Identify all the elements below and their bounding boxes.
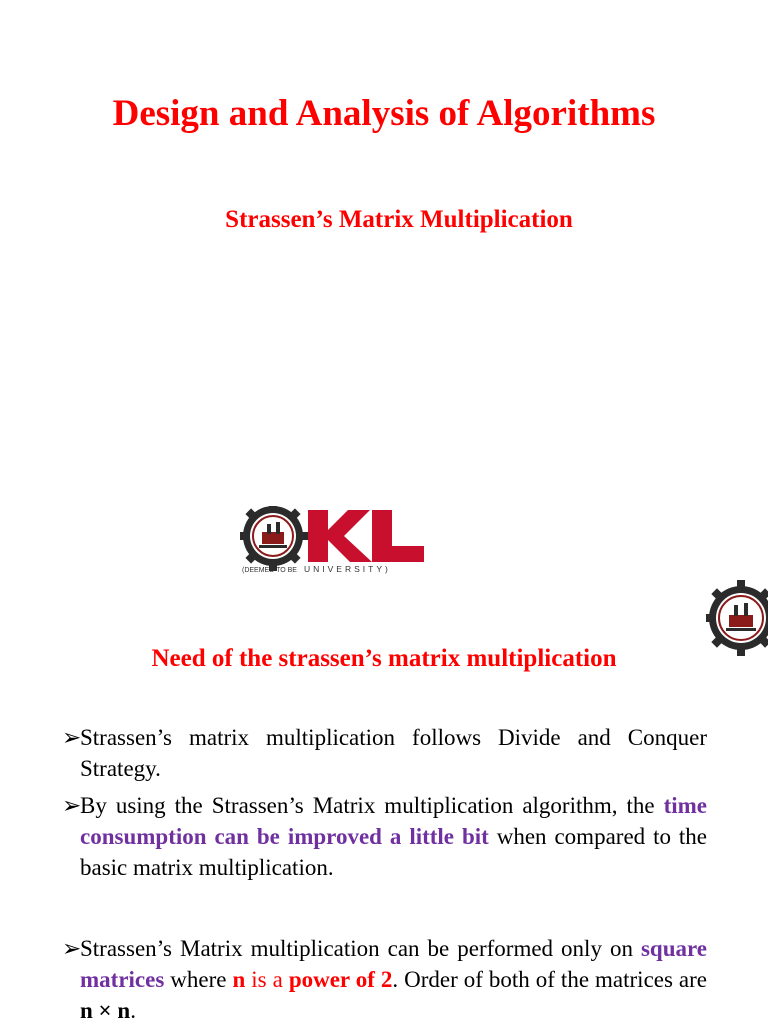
bullet-text: . Order of both of the matrices are — [392, 967, 708, 992]
logo-tagline-small: (DEEMED TO BE — [242, 567, 297, 574]
bullet-text: Strassen’s matrix multiplication follows Divide and Conquer Strategy. — [80, 725, 707, 781]
bullet-item — [62, 933, 707, 1026]
bullet-highlight: square matrices — [80, 936, 707, 992]
bullet-order: n × n — [80, 998, 131, 1023]
slide-subtitle: Strassen’s Matrix Multiplication — [225, 206, 573, 233]
bullet-item — [62, 722, 707, 784]
bullet-arrow-icon: ➢ — [62, 936, 82, 961]
bullet-text: where — [164, 967, 233, 992]
logo-tagline-large: UNIVERSITY) — [304, 564, 391, 574]
university-seal-icon — [240, 506, 425, 576]
bullet-list — [62, 722, 707, 1026]
bullet-text-red: is a — [245, 967, 289, 992]
bullet-arrow-icon: ➢ — [62, 793, 82, 818]
section-title: Need of the strassen’s matrix multiplication — [151, 645, 617, 672]
bullet-text: when compared to the basic matrix multiplication. — [80, 824, 707, 880]
bullet-text: Strassen’s Matrix multiplication can be performed only on — [80, 936, 641, 961]
bullet-variable-n: n — [232, 967, 246, 992]
bullet-text: By using the Strassen’s Matrix multiplication algorithm, the — [80, 793, 664, 818]
bullet-text: . — [130, 998, 136, 1023]
kl-university-logo — [240, 506, 425, 576]
bullet-highlight: time consumption can be improved a little bit — [80, 793, 707, 849]
slide-title: Design and Analysis of Algorithms — [112, 93, 656, 134]
bullet-item — [62, 790, 707, 883]
bullet-highlight-power: power of 2 — [288, 967, 393, 992]
bullet-arrow-icon: ➢ — [62, 725, 82, 750]
